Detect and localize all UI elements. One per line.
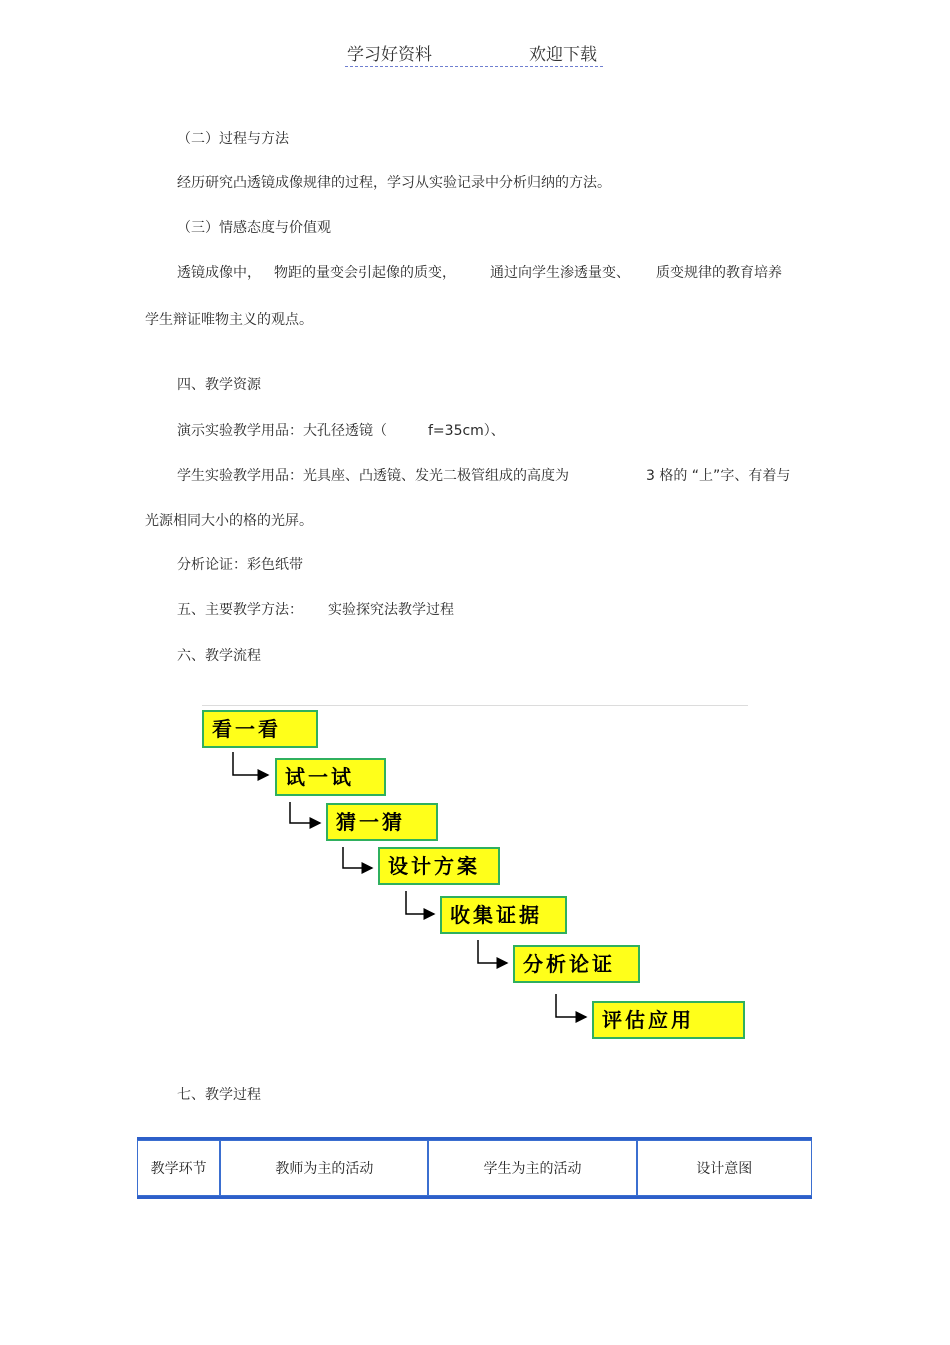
demo-equipment-b: f=35cm）、	[428, 423, 505, 439]
paragraph-emotion-c: 通过向学生渗透量变、	[490, 265, 630, 281]
flow-arrow-3	[343, 847, 372, 868]
paragraph-emotion-cont: 学生辩证唯物主义的观点。	[145, 312, 313, 328]
section-methods-b: 实验探究法教学过程	[328, 602, 454, 618]
flow-step-look: 看一看	[202, 710, 318, 748]
flow-step-collect: 收集证据	[440, 896, 567, 934]
paragraph-emotion-b: 物距的量变会引起像的质变，	[274, 265, 456, 281]
flow-arrow-5	[478, 940, 507, 963]
table-header-teacher: 教师为主的活动	[220, 1140, 428, 1196]
section-emotion: （三）情感态度与价值观	[177, 220, 331, 236]
flow-step-evaluate: 评估应用	[592, 1001, 745, 1039]
section-flow: 六、教学流程	[177, 648, 261, 664]
demo-equipment-a: 演示实验教学用品：大孔径透镜（	[177, 423, 387, 439]
paragraph-emotion-a: 透镜成像中，	[177, 265, 261, 281]
section-resources: 四、教学资源	[177, 377, 261, 393]
student-equipment-b: 3 格的 “上”字、有着与	[646, 468, 791, 484]
section-methods-a: 五、主要教学方法：	[177, 602, 303, 618]
teaching-process-table	[137, 1137, 812, 1199]
header-right: 欢迎下载	[529, 45, 597, 65]
paragraph-process: 经历研究凸透镜成像规律的过程，学习从实验记录中分析归纳的方法。	[177, 175, 611, 191]
section-process-method: （二）过程与方法	[177, 131, 289, 147]
flow-step-analyze: 分析论证	[513, 945, 640, 983]
flow-arrow-2	[290, 802, 320, 823]
flow-step-guess: 猜一猜	[326, 803, 438, 841]
table-header-intent: 设计意图	[637, 1140, 812, 1196]
table-header-stage: 教学环节	[137, 1140, 220, 1196]
student-equipment-a: 学生实验教学用品：光具座、凸透镜、发光二极管组成的高度为	[177, 468, 569, 484]
section-teaching-process: 七、教学过程	[177, 1087, 261, 1103]
flow-arrow-4	[406, 891, 434, 914]
flow-step-design: 设计方案	[378, 847, 500, 885]
table-row	[137, 1140, 812, 1196]
flow-arrow-6	[556, 994, 586, 1017]
table-header-student: 学生为主的活动	[428, 1140, 636, 1196]
student-equipment-cont: 光源相同大小的格的光屏。	[145, 513, 313, 529]
paragraph-emotion-d: 质变规律的教育培养	[656, 265, 782, 281]
header-left: 学习好资料	[347, 45, 432, 65]
flow-step-try: 试一试	[275, 758, 386, 796]
analysis-material: 分析论证：彩色纸带	[177, 557, 303, 573]
flow-arrow-1	[233, 752, 268, 775]
